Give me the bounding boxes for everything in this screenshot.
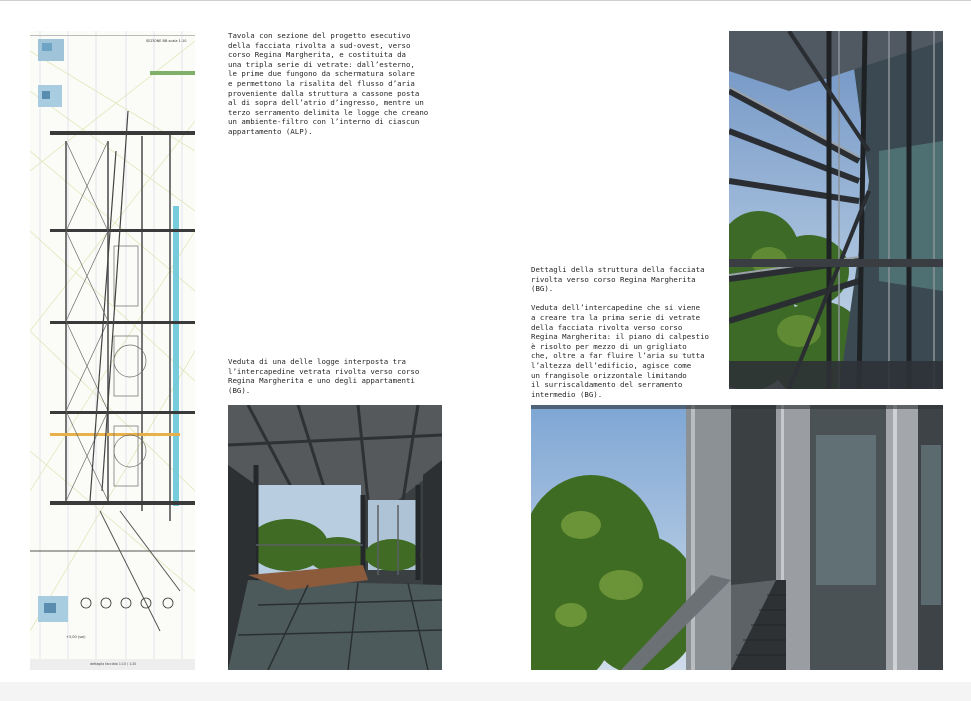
- photo-facade-structure: [729, 31, 943, 389]
- caption-section-drawing: Tavola con sezione del progetto esecutivo della facciata rivolta a sud-ovest, verso corso Regina Margherita, e costituita da una tripla serie di vetrate: dall’esterno, le prime due fungono da schermatura solare e permettono la risalita del flusso d’aria proveniente dalla struttura a cassone posta al di sopra dell’atrio d’ingresso, mentre un terzo serramento delimita le logge che creano un ambiente-filtro con l’interno di ciascun appartamento (ALP).: [228, 31, 429, 136]
- section-drawing: [30, 31, 195, 670]
- drawing-footer-label: +3,00 (sol): [66, 635, 86, 639]
- drawing-bottom-label: dettaglio facciata 1:10 / 1:20: [90, 662, 137, 666]
- photo-loggia-interior: [228, 405, 442, 670]
- top-rule: [0, 0, 971, 1]
- photo-walkway-cavity: [531, 405, 943, 670]
- drawing-header-label: SEZIONE BB scala 1:10: [146, 39, 187, 43]
- caption-facade-details: Dettagli della struttura della facciata rivolta verso corso Regina Margherita (BG). Veduta dell’intercapedine che si viene a creare tra la prima serie di vetrate della facciata rivolta verso corso Regina Margherita: il piano di calpestio è risolto per mezzo di un grigliato che, oltre a far fluire l’aria su tutta l’altezza dell’edificio, agisce come un frangisole orizzontale limitando il surriscaldamento del serramento intermedio (BG).: [531, 265, 709, 399]
- page-footer-band: [0, 682, 971, 701]
- caption-loggia-view: Veduta di una delle logge interposta tra l’intercapedine vetrata rivolta verso corso Regina Margherita e uno degli appartamenti (BG).: [228, 357, 420, 395]
